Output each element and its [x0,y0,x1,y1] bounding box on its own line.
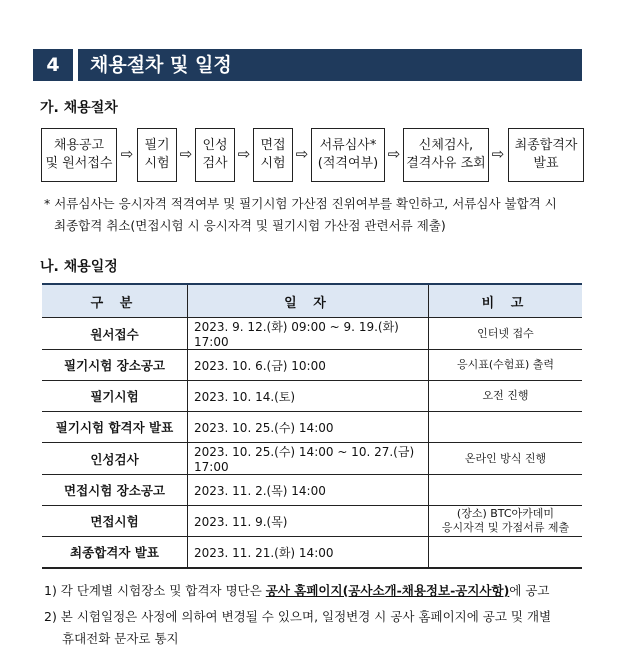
procedure-flow [0,128,622,184]
table-header-row [42,284,582,318]
row-item: 면접시험 [42,506,188,537]
row-item: 원서접수 [42,318,188,350]
procedure-heading: 가. 채용절차 [40,100,118,116]
row-note [429,475,583,506]
arrow-right-icon: ⇨ [295,145,309,163]
row-date: 2023. 11. 9.(목) [188,506,429,537]
arrow-right-icon: ⇨ [120,145,134,163]
step-box: 인성 검사 [195,128,235,182]
table-row [42,475,582,506]
column-header: 비 고 [429,284,583,318]
footnote-1-suffix: 에 공고 [509,583,550,598]
row-note [429,506,583,537]
table-row [42,412,582,443]
row-note [429,537,583,569]
table-row [42,350,582,381]
section-header [33,49,582,81]
step-box: 신체검사, 결격사유 조회 [403,128,489,182]
table-row [42,537,582,569]
step-box: 최종합격자 발표 [508,128,584,182]
step-box: 채용공고 및 원서접수 [41,128,117,182]
row-item: 필기시험 합격자 발표 [42,412,188,443]
row-note [429,412,583,443]
procedure-note-line1: * 서류심사는 응시자격 적격여부 및 필기시험 가산점 진위여부를 확인하고, 서류심사 불합격 시 [44,196,557,211]
row-date: 2023. 10. 25.(수) 14:00 [188,412,429,443]
row-item: 필기시험 장소공고 [42,350,188,381]
table-row [42,443,582,475]
arrow-right-icon: ⇨ [387,145,401,163]
procedure-note-line2: 최종합격 취소(면접시험 시 응시자격 및 필기시험 가산점 관련서류 제출) [54,218,446,233]
row-date: 2023. 10. 25.(수) 14:00 ~ 10. 27.(금) 17:00 [188,443,429,475]
schedule-table [42,283,582,569]
row-note-line2: 응시자격 및 가점서류 제출 [441,521,570,534]
row-item: 필기시험 [42,381,188,412]
arrow-right-icon: ⇨ [179,145,193,163]
row-note: 인터넷 접수 [429,318,583,350]
row-date: 2023. 10. 6.(금) 10:00 [188,350,429,381]
footnote-2-line1: 2) 본 시험일정은 사정에 의하여 변경될 수 있으며, 일정변경 시 공사 홈페이지에 공고 및 개별 [44,609,552,624]
schedule-heading: 나. 채용일정 [40,259,118,275]
section-title: 채용절차 및 일정 [78,49,582,81]
table-row [42,318,582,350]
row-note: 응시표(수험표) 출력 [429,350,583,381]
step-box: 필기 시험 [137,128,177,182]
section-number: 4 [33,49,73,81]
row-note: 오전 진행 [429,381,583,412]
row-item: 인성검사 [42,443,188,475]
arrow-right-icon: ⇨ [491,145,505,163]
row-date: 2023. 9. 12.(화) 09:00 ~ 9. 19.(화) 17:00 [188,318,429,350]
row-date: 2023. 11. 2.(목) 14:00 [188,475,429,506]
step-box: 면접 시험 [253,128,293,182]
table-row [42,381,582,412]
arrow-right-icon: ⇨ [237,145,251,163]
footnote-1-prefix: 1) 각 단계별 시험장소 및 합격자 명단은 [44,583,266,598]
row-note: 온라인 방식 진행 [429,443,583,475]
row-date: 2023. 10. 14.(토) [188,381,429,412]
step-box: 서류심사* (적격여부) [311,128,385,182]
column-header: 구 분 [42,284,188,318]
homepage-notice-link[interactable]: 공사 홈페이지(공사소개-채용정보-공지사항) [265,583,510,598]
footnote-2-line2: 휴대전화 문자로 통지 [62,631,179,646]
row-date: 2023. 11. 21.(화) 14:00 [188,537,429,569]
footnote-1 [44,580,550,602]
row-item: 면접시험 장소공고 [42,475,188,506]
column-header: 일 자 [188,284,429,318]
row-item: 최종합격자 발표 [42,537,188,569]
row-note-line1: (장소) BTC아카데미 [456,507,555,520]
table-row [42,506,582,537]
